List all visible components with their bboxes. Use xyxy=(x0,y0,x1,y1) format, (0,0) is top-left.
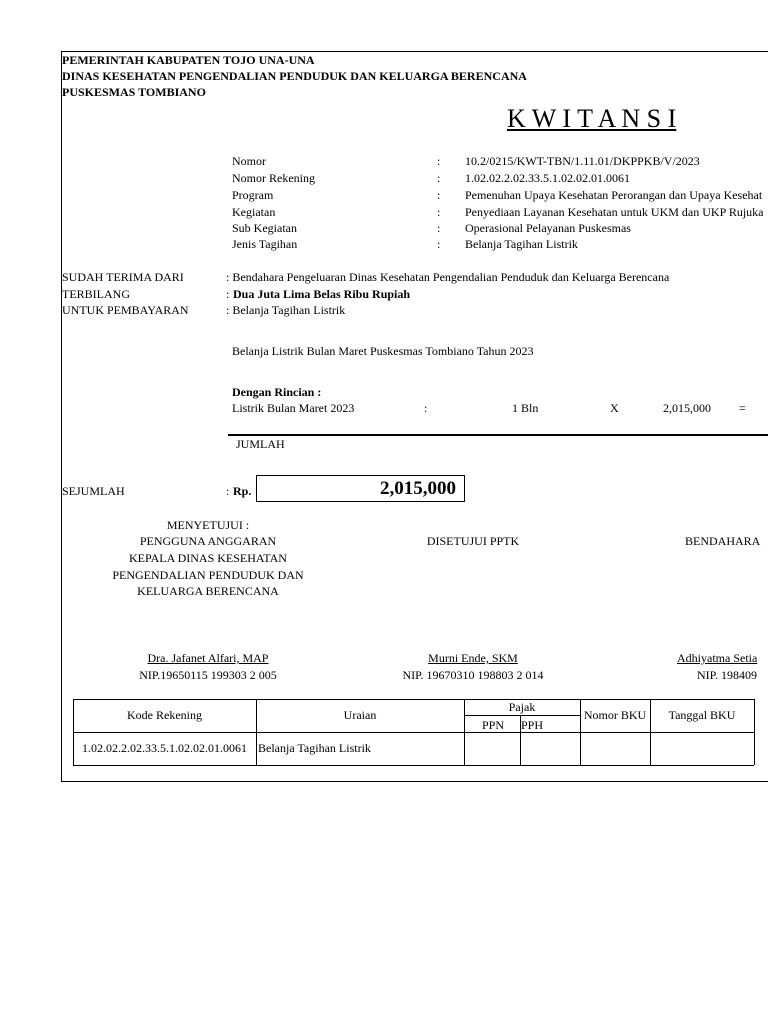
signature-right-title: BENDAHARA xyxy=(685,534,761,548)
detail-label-nomor-rekening: Nomor Rekening xyxy=(232,171,315,185)
purpose-value: : Belanja Tagihan Listrik xyxy=(226,303,346,317)
total-currency: Rp. xyxy=(233,484,252,498)
detail-label-nomor: Nomor xyxy=(232,154,266,168)
detail-sep-nomor-rekening: : xyxy=(437,171,441,185)
table-rule-bottom xyxy=(73,765,754,766)
header-line-3: PUSKESMAS TOMBIANO xyxy=(62,85,206,99)
detail-sep-sub-kegiatan: : xyxy=(437,221,441,235)
detail-value-jenis-tagihan: Belanja Tagihan Listrik xyxy=(465,237,578,251)
table-cell-uraian: Belanja Tagihan Listrik xyxy=(258,741,371,755)
signature-left-line-2: PENGGUNA ANGGARAN xyxy=(139,534,277,548)
total-label: SEJUMLAH xyxy=(62,484,125,498)
signature-middle-name-text: Murni Ende, SKM xyxy=(428,651,518,665)
signature-middle-name xyxy=(353,651,593,665)
signature-left-line-1: MENYETUJUI : xyxy=(166,518,250,532)
amount-words-label: TERBILANG xyxy=(62,287,130,301)
table-header-pajak: Pajak xyxy=(508,700,536,714)
table-header-ppn: PPN xyxy=(482,718,505,732)
table-header-pph: PPH xyxy=(521,718,544,732)
payment-description: Belanja Listrik Bulan Maret Puskesmas Tombiano Tahun 2023 xyxy=(232,344,534,358)
detail-value-kegiatan: Penyediaan Layanan Kesehatan untuk UKM dan UKP Rujuka xyxy=(465,205,764,219)
breakdown-total-label: JUMLAH xyxy=(236,437,285,451)
breakdown-price: 2,015,000 xyxy=(663,401,711,415)
detail-value-nomor: 10.2/0215/KWT-TBN/1.11.01/DKPPKB/V/2023 xyxy=(465,154,700,168)
document-title: K W I T A N S I xyxy=(507,104,677,133)
table-rule-header xyxy=(73,732,754,733)
breakdown-colon: : xyxy=(424,401,428,415)
signature-left-line-5: KELUARGA BERENCANA xyxy=(137,584,279,598)
breakdown-qty: 1 Bln xyxy=(512,401,539,415)
breakdown-total-rule xyxy=(228,434,768,436)
signature-left-name-text: Dra. Jafanet Alfari, MAP xyxy=(147,651,269,665)
detail-value-sub-kegiatan: Operasional Pelayanan Puskesmas xyxy=(465,221,631,235)
amount-words-value: Dua Juta Lima Belas Ribu Rupiah xyxy=(233,287,411,301)
signature-left-nip: NIP.19650115 199303 2 005 xyxy=(139,668,277,682)
header-line-2: DINAS KESEHATAN PENGENDALIAN PENDUDUK DAN KELUARGA BERENCANA xyxy=(62,69,527,83)
detail-sep-jenis-tagihan: : xyxy=(437,237,441,251)
signature-left-line-4: PENGENDALIAN PENDUDUK DAN xyxy=(112,568,304,582)
table-header-nomor-bku: Nomor BKU xyxy=(583,708,647,722)
table-col-rule-6 xyxy=(754,699,755,765)
signature-right-name xyxy=(677,651,768,665)
total-colon: : xyxy=(226,484,230,498)
detail-sep-program: : xyxy=(437,188,441,202)
frame-bottom xyxy=(61,781,768,782)
frame-top xyxy=(61,51,768,52)
detail-label-jenis-tagihan: Jenis Tagihan xyxy=(232,237,298,251)
breakdown-item: Listrik Bulan Maret 2023 xyxy=(232,401,355,415)
detail-sep-kegiatan: : xyxy=(437,205,441,219)
detail-label-program: Program xyxy=(232,188,274,202)
frame-left xyxy=(61,51,62,781)
total-amount: 2,015,000 xyxy=(380,478,456,499)
from-value: : Bendahara Pengeluaran Dinas Kesehatan Pengendalian Penduduk dan Keluarga Berencana xyxy=(226,270,670,284)
signature-right-name-text: Adhiyatma Setia xyxy=(677,651,758,665)
signature-left-line-3: KEPALA DINAS KESEHATAN xyxy=(129,551,287,565)
detail-label-sub-kegiatan: Sub Kegiatan xyxy=(232,221,297,235)
signature-middle-title: DISETUJUI PPTK xyxy=(426,534,520,548)
table-rule-top xyxy=(73,699,754,700)
table-header-uraian: Uraian xyxy=(343,708,377,722)
detail-value-nomor-rekening: 1.02.02.2.02.33.5.1.02.02.01.0061 xyxy=(465,171,630,185)
purpose-label: UNTUK PEMBAYARAN xyxy=(62,303,189,317)
signature-left-name xyxy=(68,651,348,665)
table-header-kode-rekening: Kode Rekening xyxy=(127,708,202,722)
table-rule-pajak xyxy=(464,715,580,716)
detail-sep-nomor: : xyxy=(437,154,441,168)
signature-right-nip: NIP. 198409 xyxy=(697,668,758,682)
from-label: SUDAH TERIMA DARI xyxy=(62,270,184,284)
breakdown-heading: Dengan Rincian : xyxy=(232,385,322,399)
signature-middle-nip: NIP. 19670310 198803 2 014 xyxy=(402,668,544,682)
amount-words-colon: : xyxy=(226,287,230,301)
breakdown-equals: = xyxy=(739,401,746,415)
detail-label-kegiatan: Kegiatan xyxy=(232,205,276,219)
header-line-1: PEMERINTAH KABUPATEN TOJO UNA-UNA xyxy=(62,53,315,67)
breakdown-times: X xyxy=(610,401,619,415)
table-header-tanggal-bku: Tanggal BKU xyxy=(668,708,736,722)
detail-value-program: Pemenuhan Upaya Kesehatan Perorangan dan Upaya Kesehat xyxy=(465,188,763,202)
table-cell-kode-rekening: 1.02.02.2.02.33.5.1.02.02.01.0061 xyxy=(82,741,247,755)
